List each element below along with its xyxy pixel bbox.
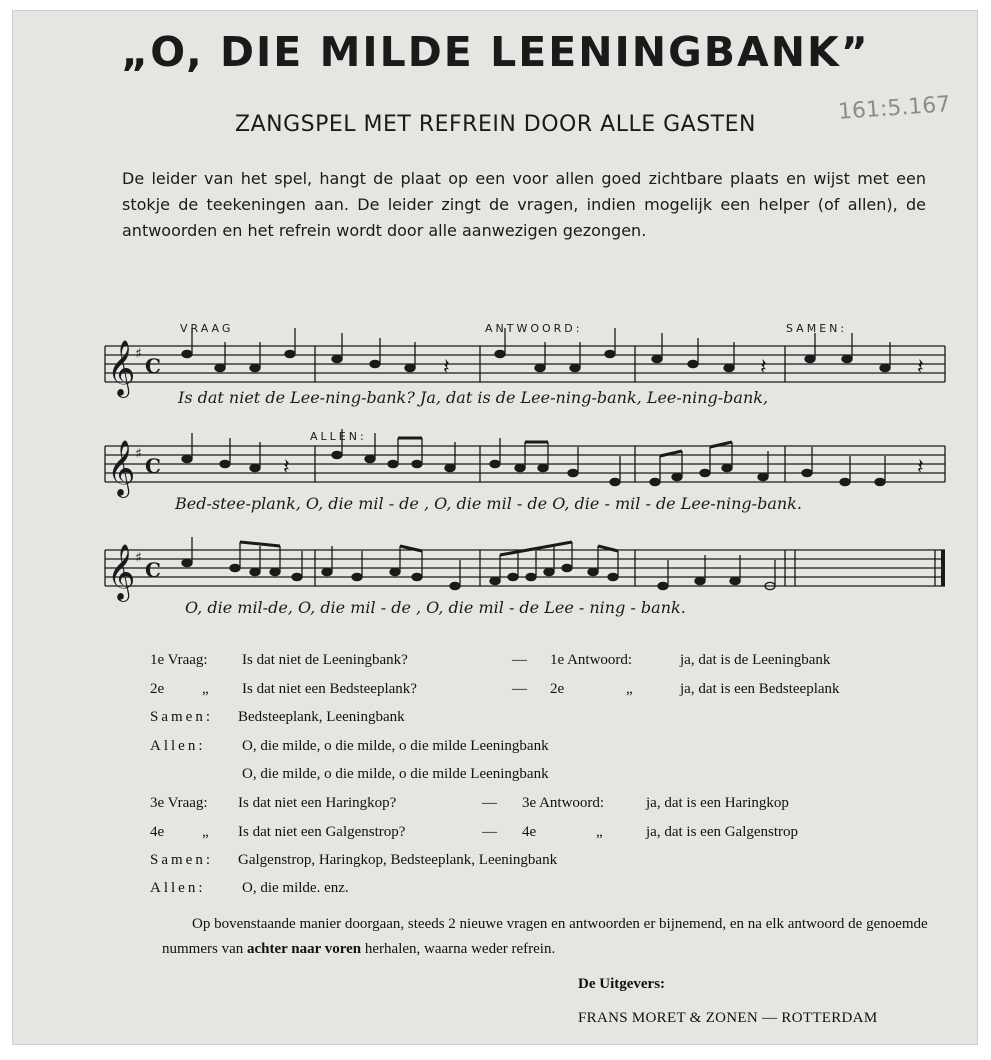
closing-text-2: herhalen, waarna weder refrein. [361, 941, 556, 957]
verse-speaker: 3e Vraag: [150, 795, 208, 811]
verse-speaker: Allen: [150, 880, 206, 896]
svg-text:𝄞: 𝄞 [107, 340, 136, 396]
verse-answer-ditto: „ [596, 824, 603, 840]
svg-text:C: C [145, 558, 161, 582]
svg-text:♯: ♯ [135, 550, 142, 566]
svg-text:𝄽: 𝄽 [443, 355, 450, 380]
lyrics-line-1: Is dat niet de Lee-ning-bank? Ja, dat is de Lee-ning-bank, Lee-ning-bank, [178, 388, 769, 407]
svg-text:𝄞: 𝄞 [107, 544, 136, 600]
verse-answer-label: 4e [522, 824, 537, 840]
verse-answer: ja, dat is een Galgenstrop [646, 824, 799, 840]
verse-text: O, die milde, o die milde, o die milde Leeningbank [242, 738, 549, 754]
label-antwoord: ANTWOORD: [485, 322, 583, 335]
verse-text: Is dat niet de Leeningbank? [242, 652, 408, 668]
verse-dash: — [482, 795, 497, 811]
page-title: „O, DIE MILDE LEENINGBANK” [121, 28, 870, 76]
svg-text:♯: ♯ [135, 446, 142, 462]
verse-text: O, die milde, o die milde, o die milde Leeningbank [242, 766, 549, 782]
intro-paragraph: De leider van het spel, hangt de plaat op een voor allen goed zichtbare plaats en wijst met een stokje de teekeningen aan. De leider zingt de vragen, indien mogelijk een helper (of allen), de antwoorden en het refrein wordt door alle aanwezigen gezongen. [122, 169, 926, 240]
svg-text:♯: ♯ [135, 346, 142, 362]
label-vraag: VRAAG [180, 322, 234, 335]
verse-answer: ja, dat is een Bedsteeplank [680, 681, 840, 697]
verse-text: O, die milde. enz. [242, 880, 349, 896]
svg-text:𝄽: 𝄽 [917, 455, 924, 480]
verse-dash: — [482, 824, 497, 840]
catalog-number: 161:5.167 [837, 92, 952, 125]
svg-text:𝄞: 𝄞 [107, 440, 136, 496]
verse-speaker: 1e Vraag: [150, 652, 208, 668]
svg-text:𝄽: 𝄽 [283, 455, 290, 480]
lyrics-line-2: Bed-stee-plank, O, die mil - de , O, die mil - de O, die - mil - de Lee-ning-bank. [175, 494, 802, 513]
verse-text: Is dat niet een Galgenstrop? [238, 824, 406, 840]
verse-answer: ja, dat is een Haringkop [646, 795, 789, 811]
label-allen: ALLEN: [310, 430, 367, 443]
verse-ditto: „ [202, 681, 209, 697]
verse-dash: — [512, 681, 527, 697]
svg-text:C: C [145, 354, 161, 378]
verse-answer-label: 1e Antwoord: [550, 652, 633, 668]
verse-speaker: 4e [150, 824, 165, 840]
svg-text:𝄽: 𝄽 [760, 355, 767, 380]
closing-paragraph [162, 912, 952, 962]
verse-text: Is dat niet een Haringkop? [238, 795, 397, 811]
verse-speaker: Samen: [150, 709, 213, 725]
svg-text:𝄽: 𝄽 [917, 355, 924, 380]
publishers-name: FRANS MORET & ZONEN — ROTTERDAM [578, 1010, 878, 1026]
verse-answer-ditto: „ [626, 681, 633, 697]
verse-answer-label: 2e [550, 681, 565, 697]
verse-text: Is dat niet een Bedsteeplank? [242, 681, 417, 697]
verse-speaker: Samen: [150, 852, 213, 868]
page-subtitle: ZANGSPEL MET REFREIN DOOR ALLE GASTEN [235, 112, 756, 137]
verse-text: Bedsteeplank, Leeningbank [238, 709, 405, 725]
verse-speaker: 2e [150, 681, 165, 697]
verse-text: Galgenstrop, Haringkop, Bedsteeplank, Leeningbank [238, 852, 558, 868]
closing-emphasis: achter naar voren [246, 941, 362, 957]
closing-text-1: Op bovenstaande manier doorgaan, steeds 2 nieuwe vragen en antwoorden er bijnemend, en na elk antwoord de genoemde nummers van [162, 916, 928, 957]
verse-answer-label: 3e Antwoord: [522, 795, 605, 811]
verse-ditto: „ [202, 824, 209, 840]
svg-text:C: C [145, 454, 161, 478]
verse-dash: — [512, 652, 527, 668]
publishers-label: De Uitgevers: [578, 976, 666, 992]
lyrics-line-3: O, die mil-de, O, die mil - de , O, die mil - de Lee - ning - bank. [185, 598, 686, 617]
label-samen: SAMEN: [786, 322, 848, 335]
verse-answer: ja, dat is de Leeningbank [680, 652, 831, 668]
verse-speaker: Allen: [150, 738, 206, 754]
